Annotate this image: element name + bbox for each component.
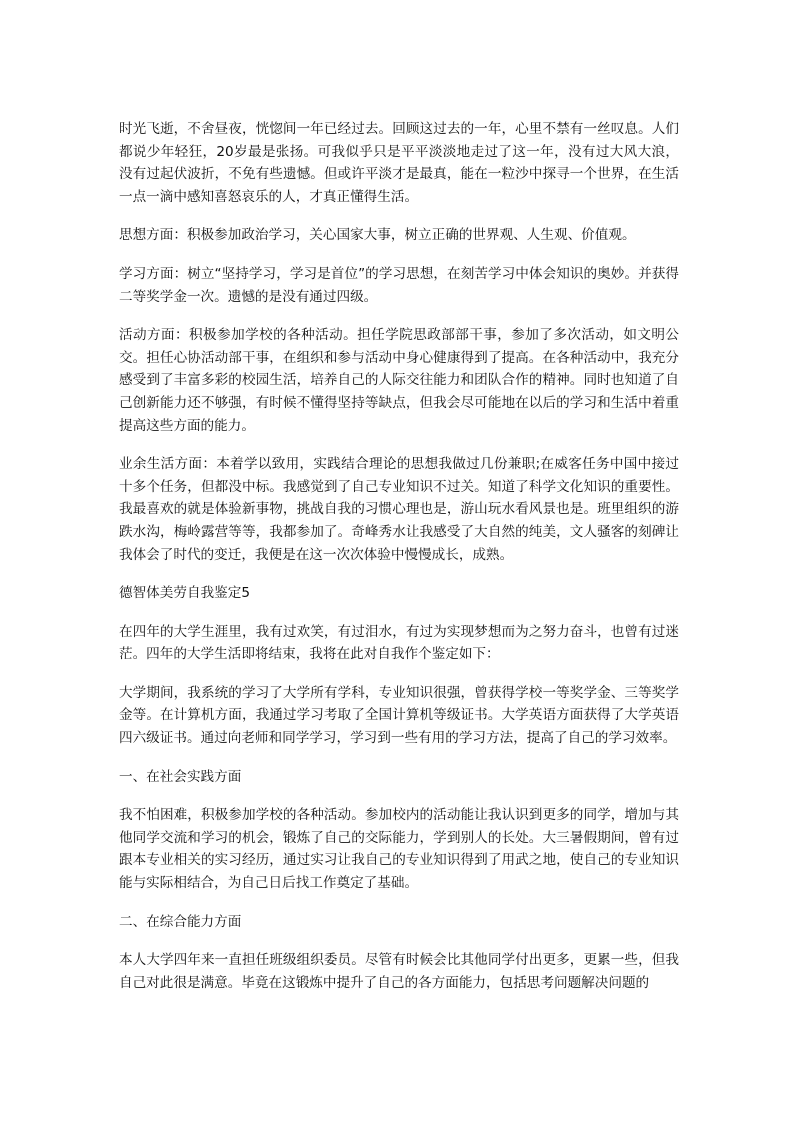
- paragraph-gap: [119, 666, 679, 682]
- paragraph-gap: [119, 788, 679, 804]
- paragraph-gap: [119, 247, 679, 263]
- social-practice-heading: 一、在社会实践方面: [119, 768, 242, 785]
- academic-paragraph: 大学期间，我系统的学习了大学所有学科，专业知识很强，曾获得学校一等奖学金、三等奖学金等。在计算机方面，我通过学习考取了全国计算机等级证书。大学英语方面获得了大学英语四六级证书。通过向老师和同学学习，学习到一些有用的学习方法，提高了自己的学习效率。: [119, 684, 679, 747]
- paragraph-gap: [119, 933, 679, 949]
- ability-heading: 二、在综合能力方面: [119, 913, 242, 930]
- study-paragraph: 学习方面：树立“坚持学习，学习是首位”的学习思想，在刻苦学习中体会知识的奥妙。并获得二等奖学金一次。遗憾的是没有通过四级。: [119, 265, 679, 305]
- paragraph-gap: [119, 750, 679, 766]
- section-title: 德智体美劳自我鉴定5: [119, 585, 250, 602]
- social-practice-paragraph: 我不怕困难，积极参加学校的各种活动。参加校内的活动能让我认识到更多的同学，增加与其他同学交流和学习的机会，锻炼了自己的交际能力，学到别人的长处。大三暑假期间，曾有过跟本专业相关的实习经历，通过实习让我自己的专业知识得到了用武之地，使自己的专业知识能与实际相结合，为自己日后找工作奠定了基础。: [119, 807, 679, 892]
- four-years-paragraph: 在四年的大学生涯里，我有过欢笑，有过泪水，有过为实现梦想而为之努力奋斗，也曾有过迷茫。四年的大学生活即将结束，我将在此对自我作个鉴定如下：: [119, 623, 679, 663]
- paragraph-gap: [119, 308, 679, 324]
- thought-paragraph: 思想方面：积极参加政治学习，关心国家大事，树立正确的世界观、人生观、价值观。: [119, 227, 636, 244]
- document-body: [119, 118, 679, 994]
- ability-paragraph: 本人大学四年来一直担任班级组织委员。尽管有时候会比其他同学付出更多，更累一些，但我自己对此很是满意。毕竟在这锻炼中提升了自己的各方面能力，包括思考问题解决问题的: [119, 952, 679, 991]
- activity-paragraph: 活动方面：积极参加学校的各种活动。担任学院思政部部干事，参加了多次活动，如文明公交。担任心协活动部干事，在组织和参与活动中身心健康得到了提高。在各种活动中，我充分感受到了丰富多彩的校园生活，培养自己的人际交往能力和团队合作的精神。同时也知道了自己创新能力还不够强，有时候不懂得坚持等缺点，但我会尽可能地在以后的学习和生活中着重提高这些方面的能力。: [119, 327, 679, 434]
- leisure-paragraph: 业余生活方面：本着学以致用，实践结合理论的思想我做过几份兼职;在威客任务中国中接过十多个任务，但都没中标。我感觉到了自己专业知识不过关。知道了科学文化知识的重要性。我最喜欢的就是体验新事物，挑战自我的习惯心理也是，游山玩水看风景也是。班里组织的游跌水沟，梅岭露营等等，我都参加了。奇峰秀水让我感受了大自然的纯美，文人骚客的刻碑让我体会了时代的变迁，我便是在这一次次体验中慢慢成长，成熟。: [119, 456, 679, 563]
- paragraph-gap: [119, 895, 679, 911]
- paragraph-gap: [119, 605, 679, 621]
- paragraph-gap: [119, 208, 679, 224]
- paragraph-gap: [119, 566, 679, 582]
- intro-paragraph: 时光飞逝，不舍昼夜，恍惚间一年已经过去。回顾这过去的一年，心里不禁有一丝叹息。人们都说少年轻狂，20岁最是张扬。可我似乎只是平平淡淡地走过了这一年，没有过大风大浪，没有过起伏波折，不免有些遗憾。但或许平淡才是最真，能在一粒沙中探寻一个世界，在生活一点一滴中感知喜怒哀乐的人，才真正懂得生活。: [119, 121, 679, 205]
- paragraph-gap: [119, 437, 679, 453]
